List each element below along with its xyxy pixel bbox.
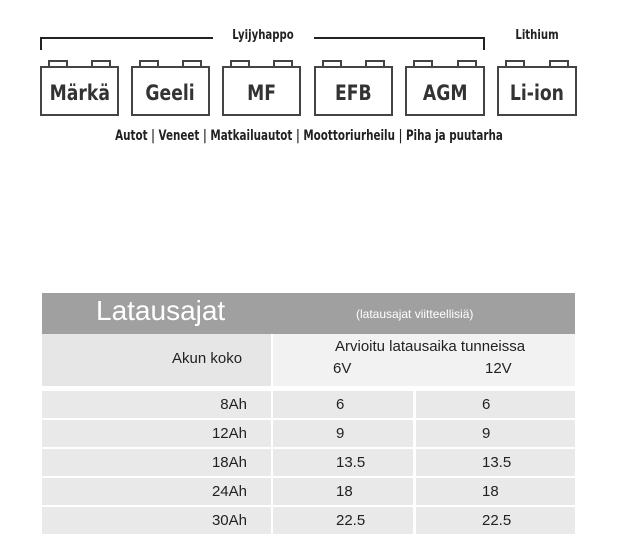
time-12v-cell: 22.5 xyxy=(482,512,512,529)
time-6v-cell: 6 xyxy=(336,396,345,413)
battery-wet-icon xyxy=(40,60,119,116)
table-column-headers xyxy=(42,334,575,386)
applications-line xyxy=(0,128,617,144)
voltage-6v-header: 6V xyxy=(333,360,352,377)
time-12v-cell: 13.5 xyxy=(482,454,512,471)
lead-acid-label: Lyijyhappo xyxy=(232,28,294,43)
battery-label: EFB xyxy=(335,81,372,105)
time-6v-cell: 22.5 xyxy=(336,512,366,529)
battery-label: Li-ion xyxy=(509,81,565,105)
charging-times-table xyxy=(42,293,575,534)
table-body xyxy=(42,391,575,534)
lithium-label: Lithium xyxy=(515,28,559,43)
battery-size-cell: 12Ah xyxy=(211,425,247,442)
battery-label: Märkä xyxy=(49,81,110,105)
lead-acid-bracket-right xyxy=(483,37,485,50)
battery-gel-icon xyxy=(131,60,210,116)
time-12v-cell: 9 xyxy=(482,425,491,442)
table-note: (latausajat viitteellisiä) xyxy=(356,307,474,321)
table-title: Latausajat xyxy=(96,295,226,326)
table-row xyxy=(42,478,575,505)
battery-size-header: Akun koko xyxy=(172,350,243,367)
lead-acid-bracket-line-left xyxy=(40,37,213,39)
battery-label: MF xyxy=(247,81,276,105)
charge-time-header-cell xyxy=(273,334,575,386)
battery-agm-icon xyxy=(405,60,485,116)
battery-label: Geeli xyxy=(145,81,196,105)
battery-size-cell: 24Ah xyxy=(211,483,247,500)
voltage-12v-header: 12V xyxy=(485,360,512,377)
battery-efb-icon xyxy=(314,60,393,116)
time-6v-cell: 9 xyxy=(336,425,345,442)
battery-size-cell: 8Ah xyxy=(220,396,247,413)
charge-time-header: Arvioitu latausaika tunneissa xyxy=(335,338,526,355)
battery-mf-icon xyxy=(222,60,301,116)
battery-size-cell: 18Ah xyxy=(211,454,247,471)
time-6v-cell: 13.5 xyxy=(336,454,366,471)
battery-li-ion-icon xyxy=(497,60,577,116)
table-row xyxy=(42,420,575,447)
time-12v-cell: 18 xyxy=(482,483,499,500)
battery-label: AGM xyxy=(422,81,468,105)
table-row xyxy=(42,449,575,476)
applications-text: Autot | Veneet | Matkailuautot | Moottoriurheilu | Piha ja puutarha xyxy=(114,128,503,144)
table-row xyxy=(42,391,575,418)
lead-acid-bracket-line-right xyxy=(314,37,485,39)
time-6v-cell: 18 xyxy=(336,483,353,500)
table-row xyxy=(42,507,575,534)
battery-size-cell: 30Ah xyxy=(211,512,247,529)
battery-size-header-cell xyxy=(42,334,271,386)
table-header-bar xyxy=(42,293,575,334)
time-12v-cell: 6 xyxy=(482,396,491,413)
